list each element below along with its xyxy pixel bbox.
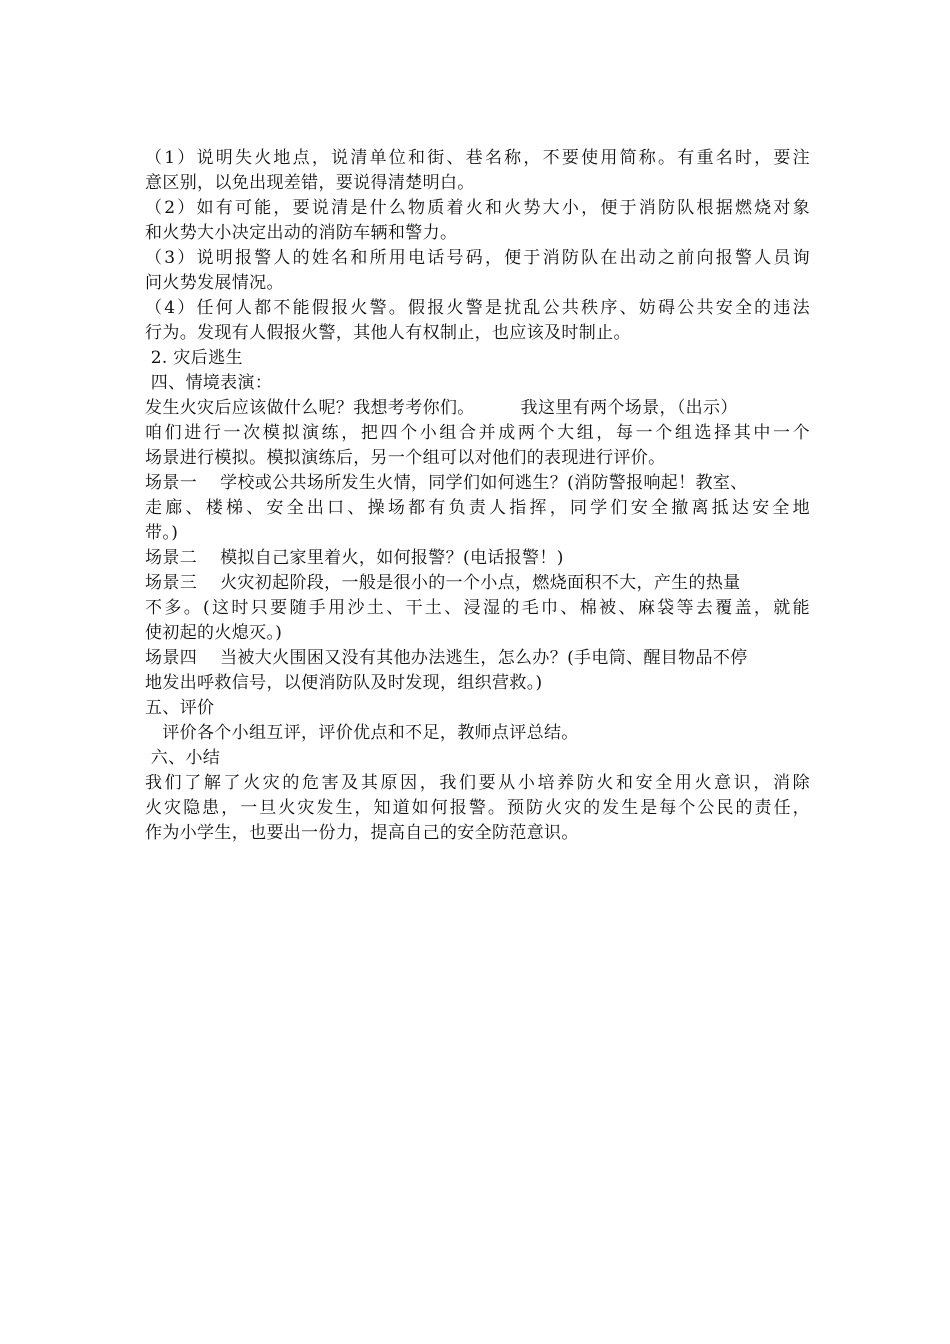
section-heading: 六、小结: [145, 748, 221, 768]
text-line: 问火势发展情况。: [145, 273, 284, 293]
scene-line: 场景一 学校或公共场所发生火情，同学们如何逃生？(消防警报响起！教室、: [145, 473, 748, 493]
text-line: 地发出呼救信号，以便消防队及时发现，组织营救。): [145, 673, 543, 693]
text-line: （4）任何人都不能假报火警。假报火警是扰乱公共秩序、妨碍公共安全的违法: [145, 298, 810, 318]
text-line: 场景进行模拟。模拟演练后，另一个组可以对他们的表现进行评价。: [145, 448, 666, 468]
text-line: 走廊、楼梯、安全出口、操场都有负责人指挥，同学们安全撤离抵达安全地: [145, 498, 810, 518]
text-line: 咱们进行一次模拟演练，把四个小组合并成两个大组，每一个组选择其中一个: [145, 423, 810, 443]
scene-line: 场景四 当被大火围困又没有其他办法逃生，怎么办？(手电筒、醒目物品不停: [145, 648, 748, 668]
text-line: 带。): [145, 523, 179, 543]
text-line: 使初起的火熄灭。): [145, 623, 283, 643]
text-line: （1）说明失火地点，说清单位和街、巷名称，不要使用简称。有重名时，要注: [145, 148, 810, 168]
scene-line: 场景三 火灾初起阶段，一般是很小的一个小点，燃烧面积不大，产生的热量: [145, 573, 741, 593]
text-line: 作为小学生，也要出一份力，提高自己的安全防范意识。: [145, 823, 579, 843]
text-line: 行为。发现有人假报火警，其他人有权制止，也应该及时制止。: [145, 323, 631, 343]
document-body: [145, 146, 810, 846]
text-line: （3）说明报警人的姓名和所用电话号码，便于消防队在出动之前向报警人员询: [145, 248, 810, 268]
scene-line: 场景二 模拟自己家里着火，如何报警？(电话报警！): [145, 548, 564, 568]
text-line: 和火势大小决定出动的消防车辆和警力。: [145, 223, 458, 243]
text-line: 评价各个小组互评，评价优点和不足，教师点评总结。: [145, 723, 579, 743]
section-heading: 2. 灾后逃生: [145, 348, 243, 368]
text-line: 我们了解了火灾的危害及其原因，我们要从小培养防火和安全用火意识，消除: [145, 773, 810, 793]
text-line: 意区别，以免出现差错，要说得清楚明白。: [145, 173, 475, 193]
text-line: 不多。(这时只要随手用沙土、干土、浸湿的毛巾、棉被、麻袋等去覆盖，就能: [145, 598, 810, 618]
text-line: 发生火灾后应该做什么呢？我想考考你们。 我这里有两个场景，（出示）: [145, 398, 738, 418]
section-heading: 五、评价: [145, 698, 215, 718]
section-heading: 四、情境表演：: [145, 373, 273, 393]
text-line: 火灾隐患，一旦火灾发生，知道如何报警。预防火灾的发生是每个公民的责任，: [145, 798, 810, 818]
text-line: （2）如有可能，要说清是什么物质着火和火势大小，便于消防队根据燃烧对象: [145, 198, 810, 218]
